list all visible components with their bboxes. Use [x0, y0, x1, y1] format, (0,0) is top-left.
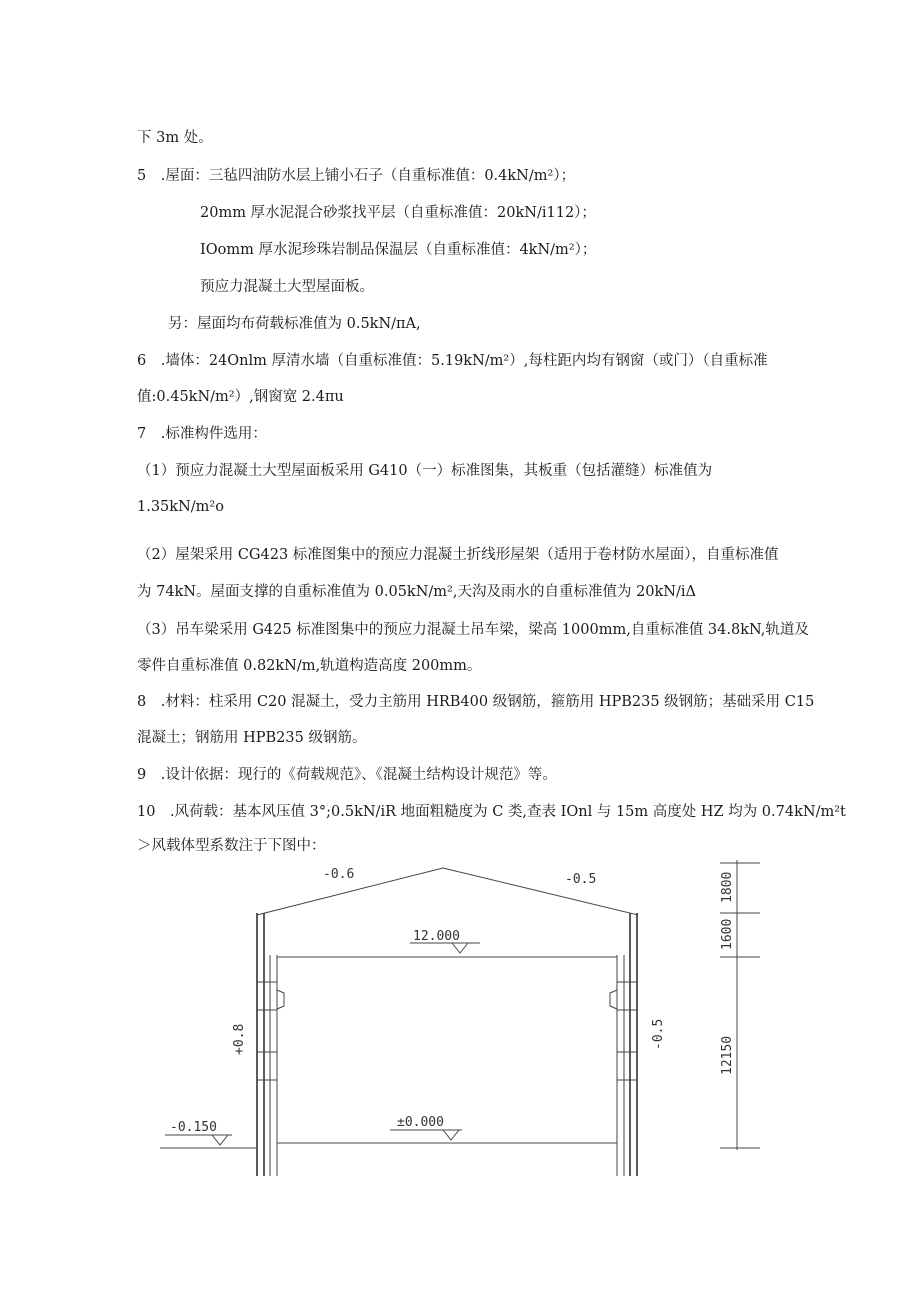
- text-line-14: （3）吊车梁采用 G425 标准图集中的预应力混凝土吊车梁，梁高 1000mm,自重标准值 34.8kN,轨道及: [137, 622, 809, 638]
- text-line-16: 8 .材料：柱采用 C20 混凝土，受力主筋用 HRB400 级钢筋，箍筋用 HPB235 级钢筋；基础采用 C15: [137, 694, 815, 710]
- left-column: [257, 913, 284, 1176]
- text-line-8: 值:0.45kN∕m²）,钢窗宽 2.4πu: [137, 389, 344, 405]
- text-line-15: 零件自重标准值 0.82kN∕m,轨道构造高度 200mm。: [137, 658, 482, 674]
- text-line-3: 20mm 厚水泥混合砂浆找平层（自重标准值：20kN∕i112）；: [200, 205, 596, 221]
- elev-floor-label: ±0.000: [397, 1115, 444, 1130]
- text-line-18: 9 .设计依据：现行的《荷载规范》、《混凝土结构设计规范》等。: [137, 767, 557, 783]
- right-column: [610, 913, 637, 1176]
- roof-left-coef: -0.6: [323, 867, 355, 882]
- text-line-12: （2）屋架采用 CG423 标准图集中的预应力混凝土折线形屋架（适用于卷材防水屋面），自重标准值: [137, 547, 779, 563]
- dim-label-1600: 1600: [720, 918, 735, 950]
- elev-floor-triangle: [443, 1130, 459, 1140]
- text-line-20: ＞风载体型系数注于下图中：: [137, 838, 326, 854]
- text-line-6: 另：屋面均布荷载标准值为 0.5kN∕πA,: [168, 316, 421, 332]
- elev-top-triangle: [452, 943, 468, 953]
- text-line-17: 混凝土；钢筋用 HPB235 级钢筋。: [137, 730, 367, 746]
- dim-label-1800: 1800: [720, 871, 735, 903]
- windward-coef: +0.8: [232, 1023, 247, 1055]
- roof-right-coef: -0.5: [565, 872, 597, 887]
- text-line-5: 预应力混凝土大型屋面板。: [200, 279, 374, 295]
- text-line-11: 1.35kN∕m²o: [137, 499, 224, 515]
- text-line-4: IOomm 厚水泥珍珠岩制品保温层（自重标准值：4kN∕m²）；: [200, 242, 597, 258]
- text-line-7: 6 .墙体：24Onlm 厚清水墙（自重标准值：5.19kN∕m²）,每柱距内均有钢窗（或门）（自重标准: [137, 353, 768, 369]
- elev-ground-label: -0.150: [170, 1120, 217, 1135]
- dim-label-12150: 12150: [720, 1035, 735, 1075]
- leeward-coef: -0.5: [651, 1018, 666, 1050]
- text-line-19: 10 .风荷载：基本风压值 3°;0.5kN∕iR 地面粗糙度为 C 类,查表 IOnl 与 15m 高度处 HZ 均为 0.74kN∕m²t: [137, 804, 846, 820]
- text-line-2: 5 .屋面：三毡四油防水层上铺小石子（自重标准值：0.4kN∕m²）；: [137, 168, 576, 184]
- text-line-9: 7 .标准构件选用：: [137, 426, 267, 442]
- elev-ground-triangle: [212, 1135, 228, 1145]
- text-line-13: 为 74kN。屋面支撑的自重标准值为 0.05kN∕m²,天沟及雨水的自重标准值为 20kN∕iΔ: [137, 584, 696, 600]
- building-section-figure: [150, 848, 790, 1188]
- elev-top-label: 12.000: [413, 929, 460, 944]
- text-line-1: 下 3m 处。: [137, 130, 213, 146]
- text-line-10: （1）预应力混凝土大型屋面板采用 G410（一）标准图集，其板重（包括灌缝）标准值为: [137, 463, 713, 479]
